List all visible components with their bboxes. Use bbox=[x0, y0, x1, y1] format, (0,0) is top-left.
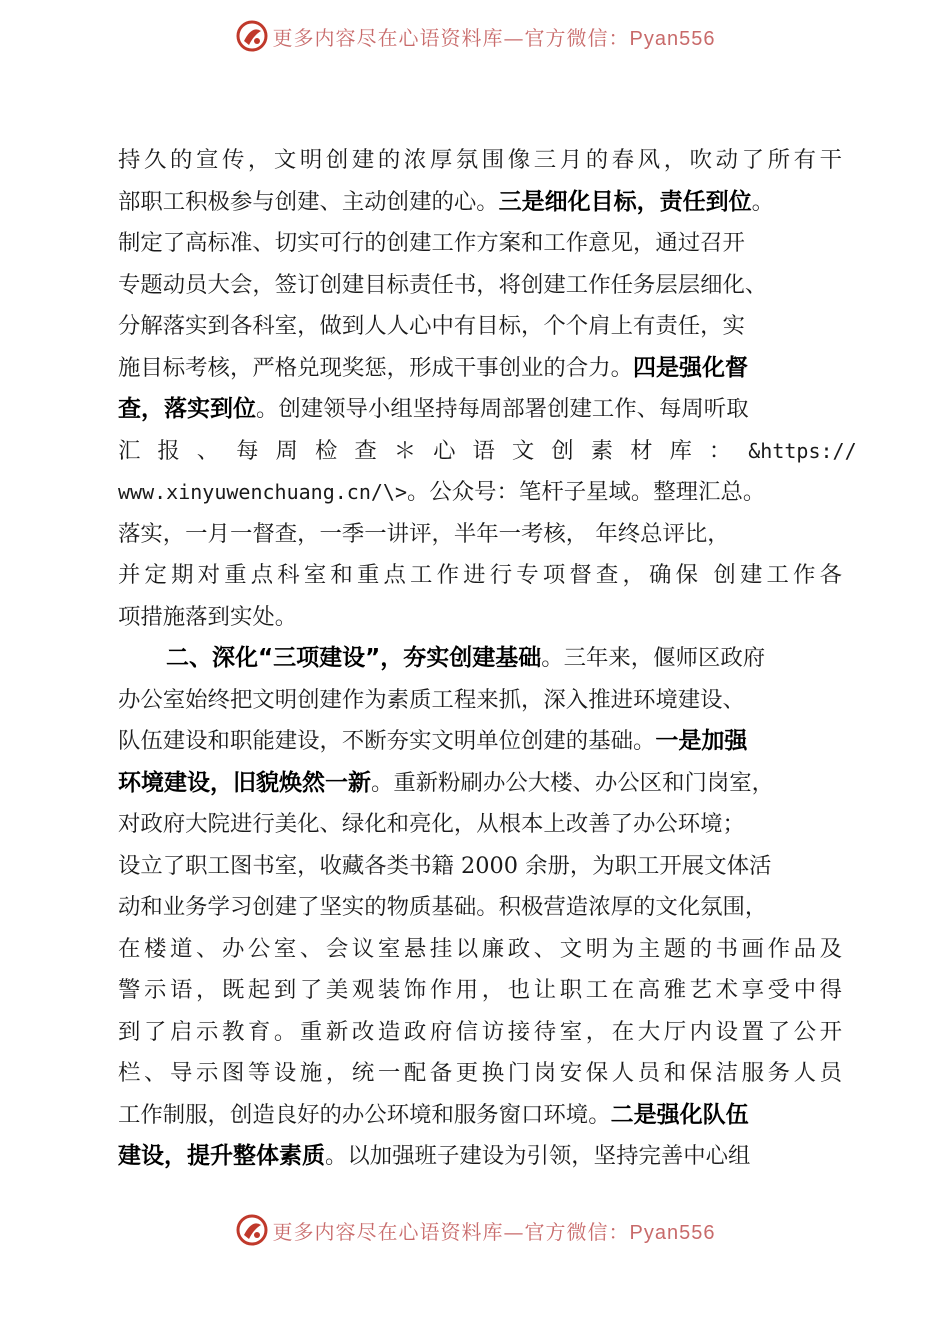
text-line: 设立了职工图书室，收藏各类书籍 2000 余册，为职工开展文体活 bbox=[118, 852, 772, 879]
text-line: 专题动员大会，签订创建目标责任书，将创建工作任务层层细化、 bbox=[118, 271, 768, 298]
text-line: 并定期对重点科室和重点工作进行专项督查，确保 创建工作各 bbox=[118, 562, 842, 588]
bold-heading: 一是加强 bbox=[655, 728, 748, 754]
bold-heading: 二是强化队伍 bbox=[610, 1101, 749, 1128]
footer-banner-text bbox=[273, 1216, 716, 1245]
logo-icon bbox=[235, 1213, 269, 1247]
text-line: 施目标考核，严格兑现奖惩，形成干事创业的合力。四是强化督 bbox=[118, 354, 748, 381]
text-line: 项措施落到实处。 bbox=[118, 603, 298, 630]
footer-wechat-id: Pyan556 bbox=[629, 1221, 716, 1244]
text-line: 工作制服，创造良好的办公环境和服务窗口环境。二是强化队伍 bbox=[118, 1101, 749, 1128]
text-line: 队伍建设和职能建设，不断夯实文明单位创建的基础。一是加强 bbox=[118, 728, 748, 754]
text-line: 查，落实到位。创建领导小组坚持每周部署创建工作、每周听取 bbox=[118, 396, 749, 422]
bold-heading: 环境建设，旧貌焕然一新 bbox=[118, 769, 371, 796]
header-banner-text bbox=[273, 22, 716, 51]
footer-banner bbox=[0, 1210, 950, 1250]
text-line: www.xinyuwenchuang.cn/\>。公众号：笔杆子星域。整理汇总。 bbox=[118, 479, 766, 505]
text-line: 对政府大院进行美化、绿化和亮化，从根本上改善了办公环境； bbox=[118, 811, 745, 837]
bold-heading: 建设，提升整体素质 bbox=[118, 1143, 325, 1169]
logo-icon bbox=[235, 19, 269, 53]
text-line: 环境建设，旧貌焕然一新。重新粉刷办公大楼、办公区和门岗室， bbox=[118, 769, 775, 796]
text-line: 办公室始终把文明创建作为素质工程来抓，深入推进环境建设、 bbox=[118, 686, 745, 713]
text-line: 二、深化“三项建设”，夯实创建基础。三年来，偃师区政府 bbox=[166, 645, 766, 671]
document-body bbox=[118, 140, 857, 1178]
text-line: 落实，一月一督查，一季一讲评，半年一考核， 年终总评比， bbox=[118, 520, 730, 547]
bold-heading: 四是强化督 bbox=[632, 354, 748, 381]
text-line: 警示语，既起到了美观装饰作用，也让职工在高雅艺术享受中得 bbox=[118, 977, 842, 1003]
url-text: www.xinyuwenchuang.cn/\> bbox=[118, 480, 407, 504]
text-line: 持久的宣传，文明创建的浓厚氛围像三月的春风，吹动了所有干 bbox=[118, 147, 842, 173]
bold-heading: 查，落实到位 bbox=[118, 396, 256, 422]
header-banner-label: 更多内容尽在心语资料库—官方微信： bbox=[272, 25, 630, 50]
text-line: 汇报、每周检查＊心语文创素材库： &https:// bbox=[118, 431, 842, 473]
text-line: 到了启示教育。重新改造政府信访接待室，在大厅内设置了公开 bbox=[118, 1018, 842, 1045]
url-text: &https:// bbox=[748, 438, 857, 463]
text-line: 分解落实到各科室，做到人人心中有目标，个个肩上有责任，实 bbox=[118, 313, 745, 339]
section-heading: 二、深化“三项建设”，夯实创建基础 bbox=[166, 645, 542, 671]
header-wechat-id: Pyan556 bbox=[629, 27, 716, 50]
text-line: 建设，提升整体素质。以加强班子建设为引领，坚持完善中心组 bbox=[118, 1143, 751, 1169]
text-line: 部职工积极参与创建、主动创建的心。三是细化目标，责任到位。 bbox=[118, 188, 775, 215]
text-line: 栏、导示图等设施，统一配备更换门岗安保人员和保洁服务人员 bbox=[118, 1060, 842, 1086]
bold-heading: 三是细化目标，责任到位 bbox=[498, 188, 752, 215]
text-line: 制定了高标准、切实可行的创建工作方案和工作意见，通过召开 bbox=[118, 230, 745, 256]
text-line: 在楼道、办公室、会议室悬挂以廉政、文明为主题的书画作品及 bbox=[118, 935, 842, 962]
header-banner bbox=[0, 16, 950, 56]
footer-banner-label: 更多内容尽在心语资料库—官方微信： bbox=[272, 1219, 630, 1244]
text-line: 动和业务学习创建了坚实的物质基础。积极营造浓厚的文化氛围， bbox=[118, 894, 768, 920]
